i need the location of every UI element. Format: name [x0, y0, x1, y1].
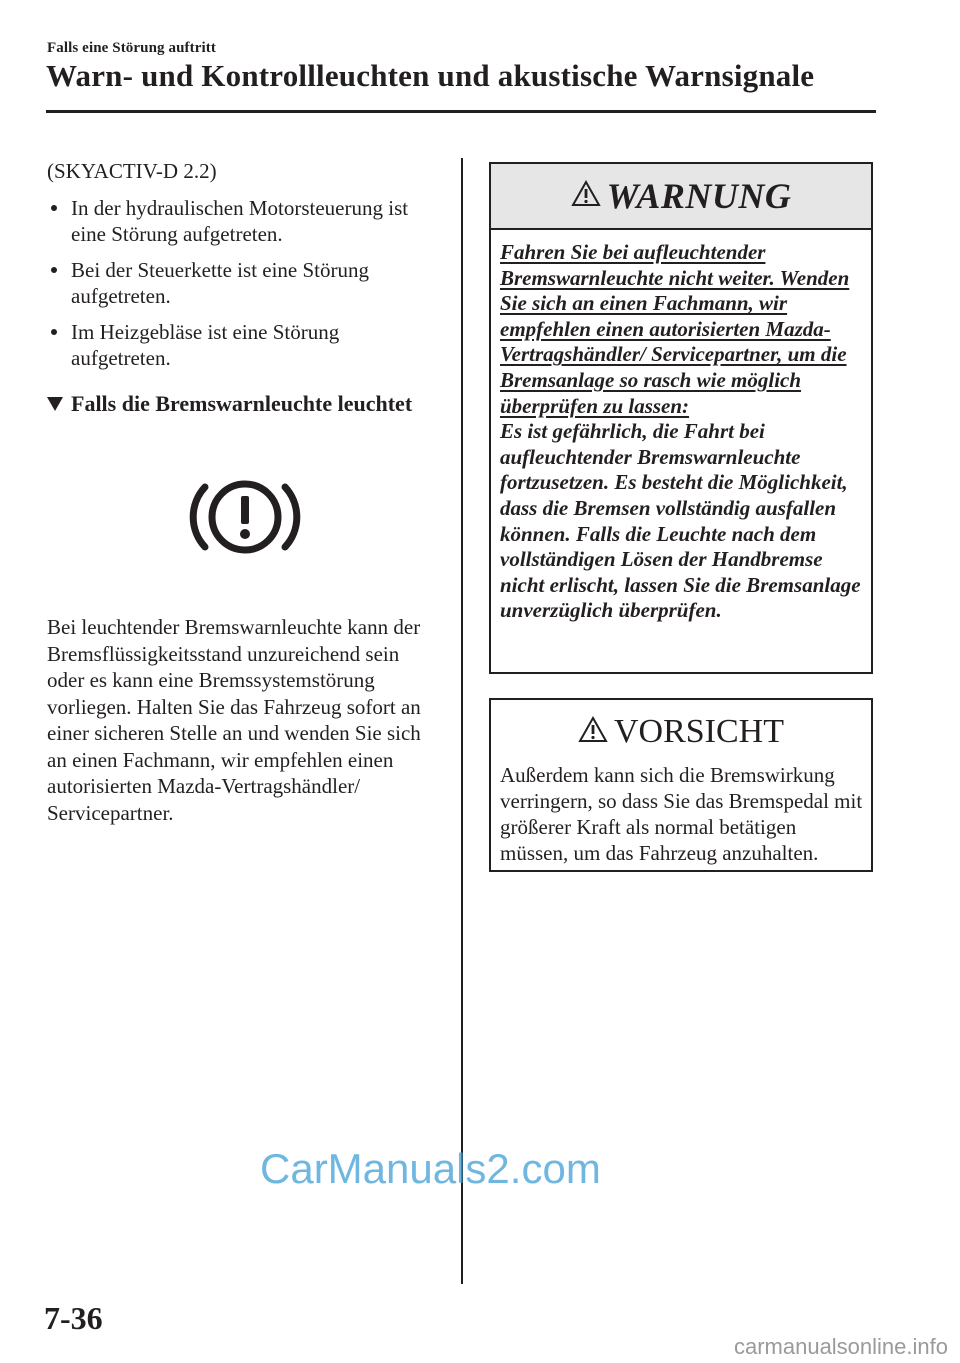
bullet-icon	[51, 329, 57, 335]
warning-box	[489, 162, 873, 674]
watermark-logo: CarManuals2.com	[260, 1145, 601, 1192]
header-divider	[46, 110, 876, 113]
model-label: (SKYACTIV-D 2.2)	[47, 159, 217, 183]
list-item-text: In der hydraulischen Motorsteuerung ist eine Störung aufgetreten.	[71, 195, 409, 246]
warning-title: WARNUNG	[606, 176, 792, 216]
section-label: Falls eine Störung auftritt	[47, 40, 216, 56]
left-column	[47, 158, 437, 825]
warning-triangle-icon	[571, 180, 601, 212]
brake-warning-icon	[189, 476, 301, 558]
list-item-text: Im Heizgebläse ist eine Störung aufgetreten.	[71, 319, 340, 370]
body-paragraph: Bei leuchtender Bremswarnleuchte kann der Bremsflüssigkeitsstand unzureichend sein oder es kann eine Bremssystemstörung vorliegen. Halten Sie das Fahrzeug sofort an einer sicheren Stelle an und wenden Sie sich an einen Fachmann, wir empfehlen einen autorisierten Mazda-Vertragshändler/ Servicepartner.	[47, 615, 421, 825]
list-item-text: Bei der Steuerkette ist eine Störung aufgetreten.	[71, 257, 370, 308]
warning-text	[491, 230, 871, 624]
warning-body-text: Es ist gefährlich, die Fahrt bei aufleuchtender Bremswarnleuchte fortzusetzen. Es besteht die Möglichkeit, dass die Bremsen vollständig ausfallen können. Falls die Leuchte nach dem vollständigen Lösen der Handbremse nicht erlischt, lassen Sie die Bremsanlage unverzüglich überprüfen.	[500, 419, 861, 623]
list-item	[47, 195, 437, 248]
page-number: 7-36	[44, 1300, 103, 1336]
column-divider	[461, 158, 463, 1284]
warning-triangle-icon	[578, 716, 608, 748]
list-item	[47, 257, 437, 310]
bullet-icon	[51, 205, 57, 211]
warning-header	[491, 164, 871, 230]
caution-title: VORSICHT	[613, 713, 785, 750]
caution-header	[491, 706, 871, 758]
caution-text: Außerdem kann sich die Bremswirkung verringern, so dass Sie das Bremspedal mit größerer Kraft als normal betätigen müssen, um das Fahrzeug anzuhalten.	[500, 763, 863, 865]
bullet-icon	[51, 267, 57, 273]
page-title: Warn- und Kontrollleuchten und akustische Warnsignale	[46, 58, 815, 93]
fault-list	[47, 195, 437, 372]
triangle-down-icon	[47, 397, 63, 411]
subheading-text: Falls die Bremswarnleuchte leuchtet	[71, 390, 413, 416]
list-item	[47, 319, 437, 372]
subheading	[47, 390, 437, 418]
caution-box	[489, 698, 873, 872]
footer-watermark: carmanualsonline.info	[733, 1334, 948, 1359]
warning-underlined-text: Fahren Sie bei aufleuchtender Bremswarnleuchte nicht weiter. Wenden Sie sich an einen Fachmann, wir empfehlen einen autorisierten Mazda-Vertragshändler/ Servicepartner, um die Bremsanlage so rasch wie möglich überprüfen zu lassen:	[500, 240, 850, 418]
